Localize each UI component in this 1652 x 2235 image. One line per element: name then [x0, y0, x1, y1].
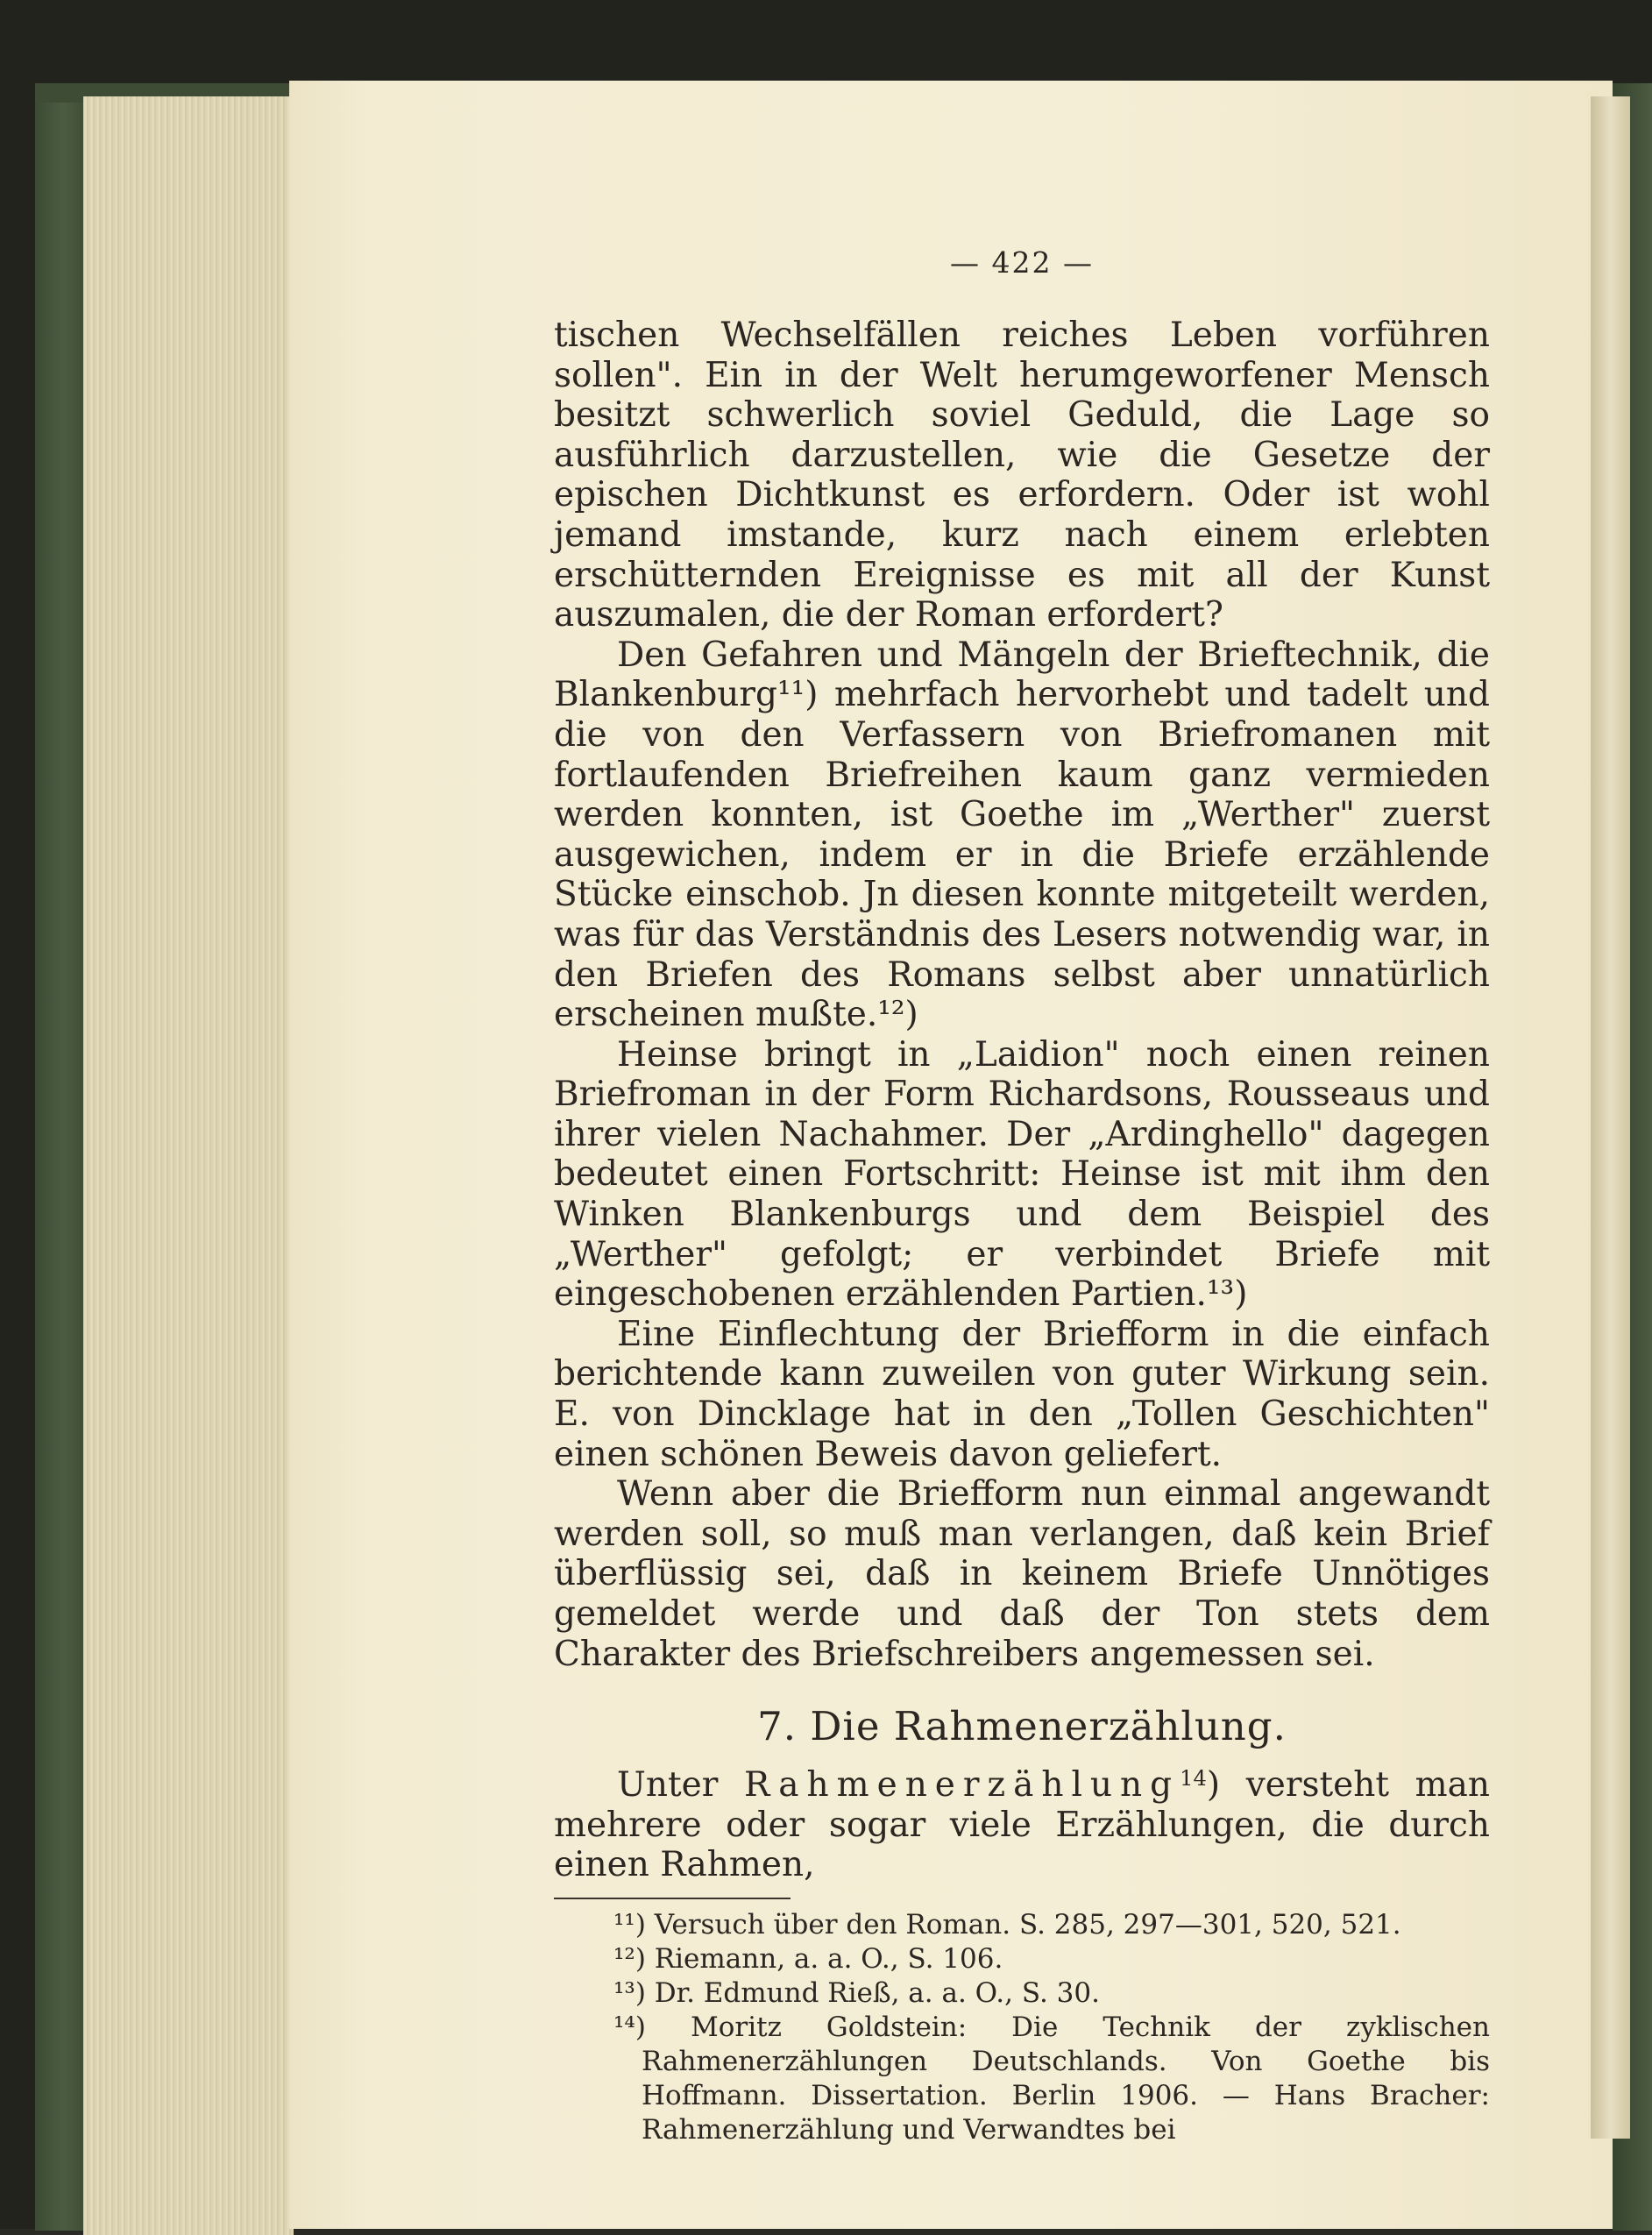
body-text-continued	[554, 1765, 1490, 1885]
paragraph-5: Wenn aber die Briefform nun einmal angewandt werden soll, so muß man verlangen, daß kein Brief überflüssig sei, daß in keinem Briefe Unnötiges gemeldet werde und daß der Ton stets dem Charakter des Briefschreibers angemessen sei.	[554, 1474, 1490, 1674]
page-edges	[83, 96, 294, 2235]
paragraph-6-lead: Unter	[617, 1765, 719, 1806]
paragraph-4: Eine Einflechtung der Briefform in die einfach berichtende kann zuweilen von guter Wirkung sein. E. von Dincklage hat in den „Tollen Geschichten" einen schönen Beweis davon geliefert.	[554, 1314, 1490, 1474]
footnote-11: ¹¹) Versuch über den Roman. S. 285, 297—301, 520, 521.	[613, 1908, 1401, 1941]
facing-page-edge	[1591, 96, 1630, 2139]
paragraph-1: tischen Wechselfällen reiches Leben vorführen sollen". Ein in der Welt herumgeworfener Mensch besitzt schwerlich soviel Geduld, die Lage so ausführlich darzustellen, wie die Gesetze der epischen Dichtkunst es erfordern. Oder ist wohl jemand imstande, kurz nach einem erlebten erschütternden Ereignisse es mit all der Kunst auszumalen, die der Roman erfordert?	[554, 316, 1490, 635]
footnotes	[554, 1908, 1490, 2147]
footnote-ref-14: 14	[1180, 1766, 1207, 1792]
paragraph-2: Den Gefahren und Mängeln der Brieftechnik, die Blankenburg¹¹) mehrfach hervorhebt und tadelt und die von den Verfassern von Briefromanen mit fortlaufenden Briefreihen kaum ganz vermieden werden konnten, ist Goethe im „Werther" zuerst ausgewichen, indem er in die Briefe erzählende Stücke einschob. Jn diesen konnte mitgeteilt werden, was für das Verständnis des Lesers notwendig war, in den Briefen des Romans selbst aber unnatürlich erscheinen mußte.¹²)	[554, 635, 1490, 1035]
body-text	[554, 316, 1490, 1674]
footnote-14: ¹⁴) Moritz Goldstein: Die Technik der zyklischen Rahmenerzählungen Deutschlands. Von Goethe bis Hoffmann. Dissertation. Berlin 1906. — Hans Bracher: Rahmenerzählung und Verwandtes bei	[613, 2011, 1490, 2146]
term-rahmenerzaehlung: Rahmenerzählung	[744, 1765, 1181, 1806]
section-heading: 7. Die Rahmenerzählung.	[757, 1703, 1287, 1750]
paragraph-6	[554, 1765, 1490, 1885]
page-number: — 422 —	[950, 245, 1094, 280]
paragraph-6-rest: ) versteht man mehrere oder sogar viele Erzählungen, die durch einen Rahmen,	[554, 1765, 1490, 1885]
paragraph-3: Heinse bringt in „Laidion" noch einen reinen Briefroman in der Form Richardsons, Rousseaus und ihrer vielen Nachahmer. Der „Ardinghello" dagegen bedeutet einen Fortschritt: Heinse ist mit ihm den Winken Blankenburgs und dem Beispiel des „Werther" gefolgt; er verbindet Briefe mit eingeschobenen erzählenden Partien.¹³)	[554, 1034, 1490, 1315]
footnote-rule	[554, 1898, 791, 1899]
footnote-12: ¹²) Riemann, a. a. O., S. 106.	[613, 1942, 1003, 1975]
footnote-13: ¹³) Dr. Edmund Rieß, a. a. O., S. 30.	[613, 1976, 1100, 2009]
page-text-block	[554, 245, 1490, 2147]
